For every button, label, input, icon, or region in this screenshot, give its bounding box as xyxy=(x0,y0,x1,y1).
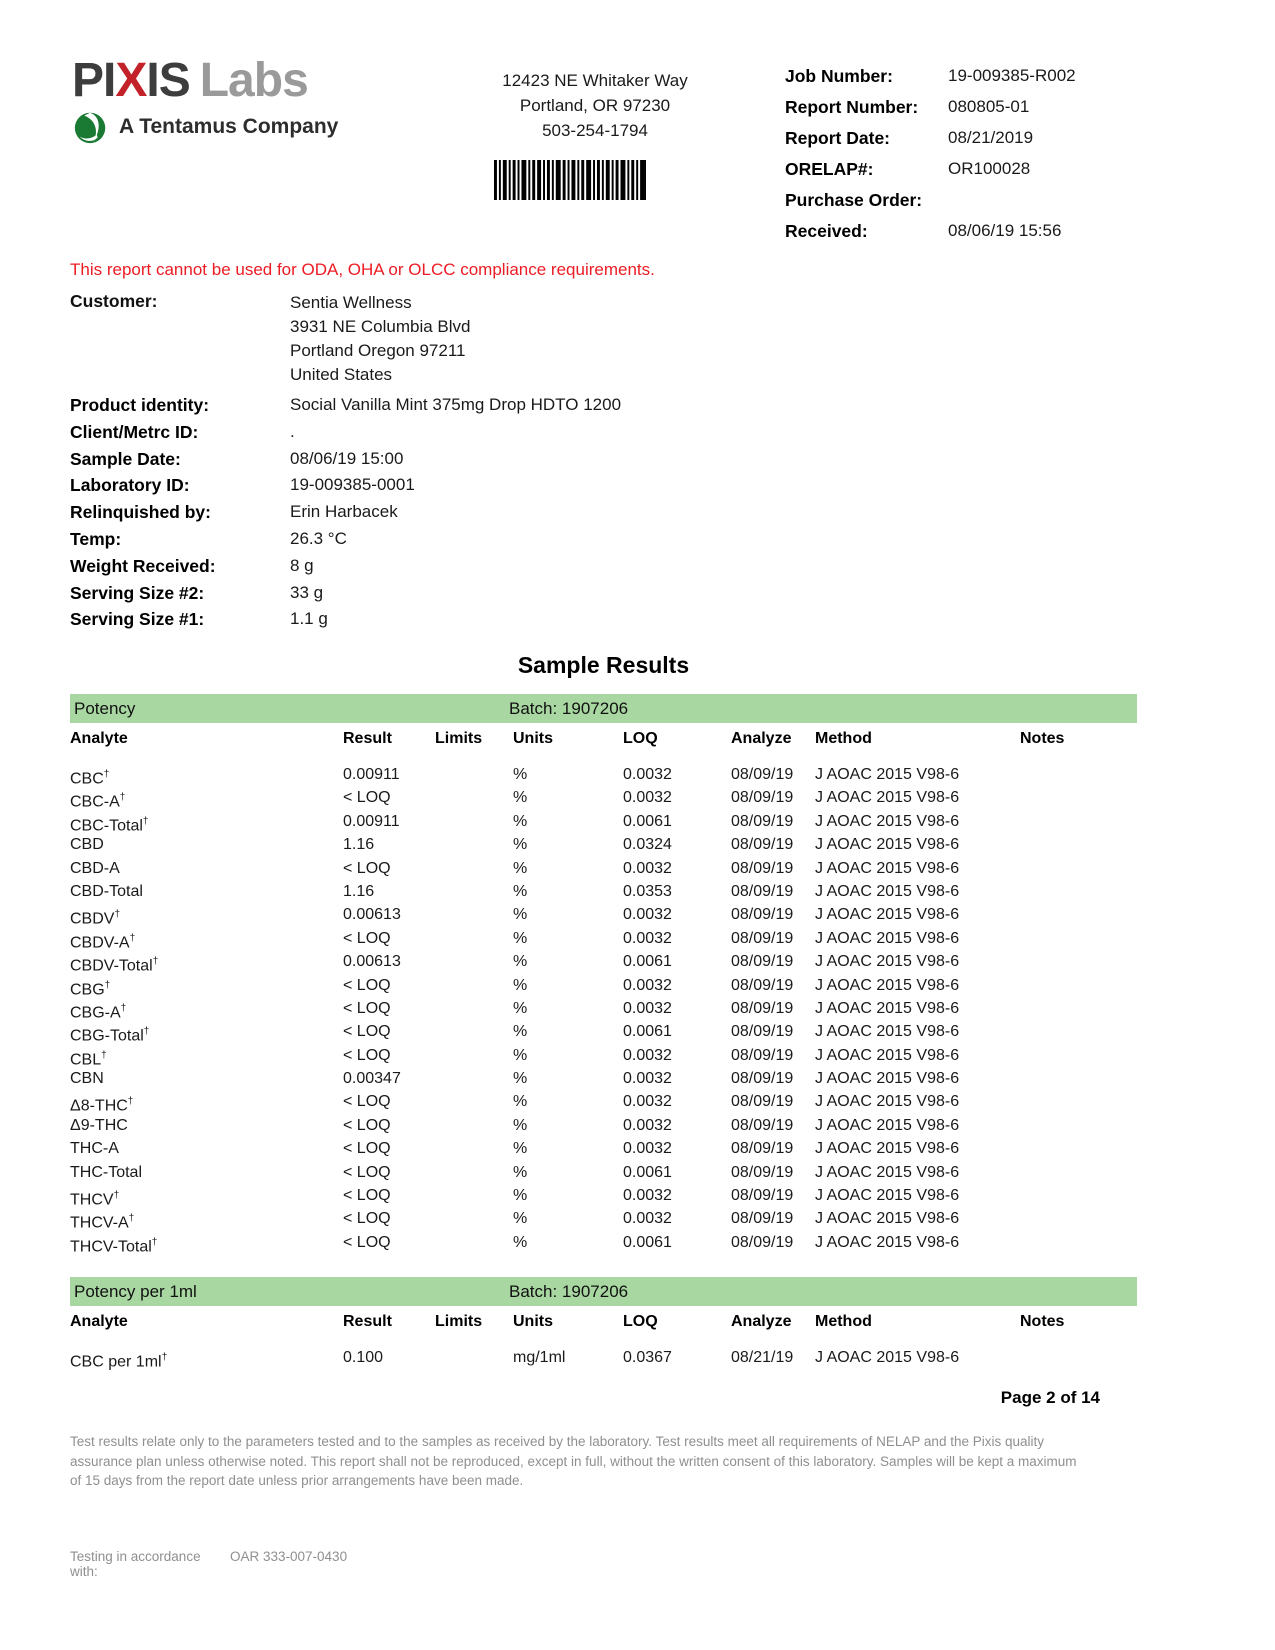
cell-units: % xyxy=(513,1023,528,1041)
cell-units: % xyxy=(513,1093,528,1111)
cell-result: < LOQ xyxy=(343,789,391,807)
cell-limits xyxy=(435,1067,513,1090)
sample-info-label: Temp: xyxy=(70,528,122,549)
sample-info-row xyxy=(70,475,830,502)
cell-method: J AOAC 2015 V98-6 xyxy=(815,1233,960,1251)
job-info-label: Job Number: xyxy=(785,66,893,86)
cell-analyte: Δ9-THC xyxy=(70,1116,128,1134)
sample-info-label: Serving Size #1: xyxy=(70,609,205,630)
cell-units: % xyxy=(513,789,528,807)
job-info-value: 08/21/2019 xyxy=(948,128,1034,147)
sample-info-row xyxy=(70,502,830,529)
cell-method: J AOAC 2015 V98-6 xyxy=(815,1093,960,1111)
cell-result: < LOQ xyxy=(343,1163,391,1181)
barcode xyxy=(494,160,646,200)
cell-analyze: 08/09/19 xyxy=(731,1140,794,1158)
cell-units: % xyxy=(513,1187,528,1205)
results-row xyxy=(70,1020,1137,1043)
section-name: Potency xyxy=(74,699,136,718)
cell-result: 0.00911 xyxy=(343,812,400,830)
cell-result: < LOQ xyxy=(343,1233,391,1251)
sample-info-row xyxy=(70,556,830,583)
cell-units: % xyxy=(513,1070,528,1088)
results-row xyxy=(70,786,1137,809)
cell-analyze: 08/09/19 xyxy=(731,1233,794,1251)
cell-units: % xyxy=(513,953,528,971)
cell-analyze: 08/09/19 xyxy=(731,789,794,807)
dagger-mark: † xyxy=(101,1049,107,1061)
cell-units: % xyxy=(513,906,528,924)
cell-method: J AOAC 2015 V98-6 xyxy=(815,1187,960,1205)
footer-disclaimer: Test results relate only to the parameters tested and to the samples as received by the laboratory. Test results meet all requirements of NELAP and the Pixis quality assurance plan unless otherwise noted. This report shall not be reproduced, except in full, without the written consent of this laboratory. Samples will be kept a maximum of 15 days from the report date unless prior arrangements have been made. xyxy=(70,1434,1077,1488)
column-header-method: Method xyxy=(815,730,872,747)
cell-analyte: THC-Total xyxy=(70,1163,143,1181)
sample-info-row xyxy=(70,529,830,556)
cell-result: 0.00613 xyxy=(343,906,401,924)
results-row xyxy=(70,1184,1137,1207)
results-rows xyxy=(70,763,1137,1254)
cell-loq: 0.0032 xyxy=(623,1070,672,1088)
results-row xyxy=(70,1114,1137,1137)
cell-method: J AOAC 2015 V98-6 xyxy=(815,953,960,971)
cell-loq: 0.0032 xyxy=(623,1210,672,1228)
results-row xyxy=(70,997,1137,1020)
cell-loq: 0.0032 xyxy=(623,999,672,1017)
results-row xyxy=(70,1161,1137,1184)
cell-analyte: CBC-Total† xyxy=(70,815,149,835)
cell-loq: 0.0032 xyxy=(623,929,672,947)
cell-loq: 0.0032 xyxy=(623,766,672,783)
cell-result: < LOQ xyxy=(343,1210,391,1228)
cell-limits xyxy=(435,1137,513,1160)
results-row xyxy=(70,810,1137,833)
sample-info-label: Product identity: xyxy=(70,395,210,415)
cell-loq: 0.0367 xyxy=(623,1349,672,1367)
cell-loq: 0.0032 xyxy=(623,1140,672,1158)
results-row xyxy=(70,1231,1137,1254)
sample-info-label: Serving Size #2: xyxy=(70,582,205,603)
column-header-analyte: Analyte xyxy=(70,730,128,747)
results-row xyxy=(70,1090,1137,1113)
cell-analyte: Δ8-THC† xyxy=(70,1096,134,1115)
job-info-label: Report Date: xyxy=(785,128,891,148)
job-info-row xyxy=(785,221,1205,252)
cell-analyze: 08/09/19 xyxy=(731,1210,794,1228)
results-row xyxy=(70,1137,1137,1160)
cell-notes xyxy=(1020,857,1137,880)
cell-analyze: 08/21/19 xyxy=(731,1349,794,1367)
cell-notes xyxy=(1020,880,1137,903)
column-header-analyze: Analyze xyxy=(731,730,792,747)
sample-info-label: Weight Received: xyxy=(70,555,216,576)
cell-units: % xyxy=(513,999,528,1017)
job-info-value: 080805-01 xyxy=(948,97,1030,116)
sample-info-row xyxy=(70,449,830,476)
sample-info-label: Relinquished by: xyxy=(70,502,211,523)
cell-analyze: 08/09/19 xyxy=(731,1116,794,1134)
cell-analyze: 08/09/19 xyxy=(731,906,794,924)
cell-analyze: 08/09/19 xyxy=(731,976,794,994)
column-header-analyte: Analyte xyxy=(70,1313,128,1331)
cell-analyze: 08/09/19 xyxy=(731,929,794,947)
cell-limits xyxy=(435,1346,513,1374)
cell-method: J AOAC 2015 V98-6 xyxy=(815,859,960,877)
cell-result: 1.16 xyxy=(343,882,375,900)
cell-method: J AOAC 2015 V98-6 xyxy=(815,882,960,900)
cell-units: mg/1ml xyxy=(513,1349,566,1367)
cell-method: J AOAC 2015 V98-6 xyxy=(815,906,960,924)
section-batch: Batch: 1907206 xyxy=(509,1282,629,1302)
cell-analyte: THCV-A† xyxy=(70,1213,135,1232)
cell-analyze: 08/09/19 xyxy=(731,1070,794,1088)
sample-info-label: Laboratory ID: xyxy=(70,475,190,496)
section-batch: Batch: 1907206 xyxy=(509,699,629,718)
results-row xyxy=(70,974,1137,997)
cell-analyze: 08/09/19 xyxy=(731,859,794,877)
results-row xyxy=(70,763,1137,786)
cell-limits xyxy=(435,1231,513,1259)
results-row xyxy=(70,1044,1137,1067)
dagger-mark: † xyxy=(128,1213,135,1225)
tentamus-leaf-icon xyxy=(72,108,110,146)
column-header-notes: Notes xyxy=(1020,1313,1065,1331)
cell-analyze: 08/09/19 xyxy=(731,882,794,900)
job-info-value: 19-009385-R002 xyxy=(948,66,1076,85)
cell-analyte: CBG† xyxy=(70,979,111,998)
job-info-value: OR100028 xyxy=(948,159,1031,178)
column-header-units: Units xyxy=(513,730,553,747)
dagger-mark: † xyxy=(119,792,126,804)
cell-loq: 0.0061 xyxy=(623,953,672,971)
cell-units: % xyxy=(513,1210,528,1228)
job-info-label: Received: xyxy=(785,221,868,241)
cell-result: < LOQ xyxy=(343,1046,391,1064)
cell-method: J AOAC 2015 V98-6 xyxy=(815,1116,960,1134)
cell-result: < LOQ xyxy=(343,1140,391,1158)
results-rows xyxy=(70,1346,1137,1369)
column-header-limits: Limits xyxy=(435,1313,483,1331)
column-header-analyze: Analyze xyxy=(731,1313,792,1331)
cell-result: < LOQ xyxy=(343,1116,391,1134)
results-row xyxy=(70,1346,1137,1369)
job-info-label: ORELAP#: xyxy=(785,159,874,179)
pixis-labs-logo xyxy=(72,56,338,146)
job-info-row xyxy=(785,159,1205,190)
column-header-units: Units xyxy=(513,1313,553,1331)
sample-info-value: 26.3 °C xyxy=(290,528,347,548)
job-info-row xyxy=(785,190,1205,221)
logo-text-labs: Labs xyxy=(199,54,308,107)
cell-loq: 0.0324 xyxy=(623,836,672,854)
page-number: Page 2 of 14 xyxy=(1000,1388,1100,1407)
customer-line: Sentia Wellness xyxy=(290,293,412,312)
customer-line: Portland Oregon 97211 xyxy=(290,341,466,360)
cell-units: % xyxy=(513,929,528,947)
results-row xyxy=(70,903,1137,926)
footer-testing xyxy=(70,1549,347,1579)
job-info-block xyxy=(785,66,1205,252)
cell-method: J AOAC 2015 V98-6 xyxy=(815,766,960,783)
cell-analyte: THC-A xyxy=(70,1140,119,1158)
dagger-mark: † xyxy=(103,769,110,780)
cell-method: J AOAC 2015 V98-6 xyxy=(815,1349,960,1367)
cell-method: J AOAC 2015 V98-6 xyxy=(815,1023,960,1041)
sample-info-value: 08/06/19 15:00 xyxy=(290,448,404,468)
column-header-notes: Notes xyxy=(1020,730,1065,747)
sample-info-value: 8 g xyxy=(290,555,314,575)
job-info-row xyxy=(785,66,1205,97)
cell-result: < LOQ xyxy=(343,976,391,994)
cell-method: J AOAC 2015 V98-6 xyxy=(815,789,960,807)
logo-wordmark xyxy=(72,56,338,106)
results-row xyxy=(70,857,1137,880)
sample-info-row xyxy=(70,395,830,422)
cell-analyte: CBDV† xyxy=(70,909,121,928)
cell-notes xyxy=(1020,1067,1137,1090)
cell-analyte: CBG-A† xyxy=(70,1002,127,1022)
cell-limits xyxy=(435,833,513,856)
dagger-mark: † xyxy=(143,1026,150,1038)
cell-loq: 0.0061 xyxy=(623,1023,672,1041)
logo-tagline: A Tentamus Company xyxy=(119,115,339,138)
logo-text-x: X xyxy=(115,54,147,107)
dagger-mark: † xyxy=(161,1352,168,1364)
cell-method: J AOAC 2015 V98-6 xyxy=(815,999,960,1017)
cell-analyte: CBDV-Total† xyxy=(70,956,159,975)
cell-units: % xyxy=(513,812,528,830)
cell-loq: 0.0032 xyxy=(623,789,672,807)
testing-value: OAR 333-007-0430 xyxy=(230,1549,348,1564)
sample-info-value: 19-009385-0001 xyxy=(290,475,415,495)
cell-limits xyxy=(435,1114,513,1137)
sample-info-value: 1.1 g xyxy=(290,609,328,629)
cell-analyze: 08/09/19 xyxy=(731,812,794,830)
compliance-notice: This report cannot be used for ODA, OHA or OLCC compliance requirements. xyxy=(70,260,655,279)
cell-units: % xyxy=(513,836,528,854)
column-header-limits: Limits xyxy=(435,730,483,747)
cell-units: % xyxy=(513,976,528,994)
logo-text-is: IS xyxy=(146,54,190,107)
cell-result: < LOQ xyxy=(343,1187,391,1205)
sample-info-row xyxy=(70,583,830,610)
sample-info-value: Erin Harbacek xyxy=(290,502,398,522)
cell-limits xyxy=(435,1161,513,1184)
cell-result: < LOQ xyxy=(343,859,391,877)
cell-result: < LOQ xyxy=(343,1023,391,1041)
sample-results xyxy=(70,694,1137,1393)
sample-info-label: Sample Date: xyxy=(70,448,181,469)
cell-analyte: CBDV-A† xyxy=(70,932,136,952)
cell-notes xyxy=(1020,1137,1137,1160)
column-header-loq: LOQ xyxy=(623,1313,658,1331)
sample-info-row xyxy=(70,609,830,636)
cell-result: < LOQ xyxy=(343,1093,391,1111)
cell-method: J AOAC 2015 V98-6 xyxy=(815,1046,960,1064)
cell-analyte: THCV-Total† xyxy=(70,1236,158,1256)
job-info-label: Report Number: xyxy=(785,97,919,117)
cell-analyte: THCV† xyxy=(70,1190,120,1209)
cell-result: 0.100 xyxy=(343,1349,384,1367)
sample-info-value: Social Vanilla Mint 375mg Drop HDTO 1200 xyxy=(290,395,622,414)
cell-result: 1.16 xyxy=(343,836,375,854)
cell-result: 0.00911 xyxy=(343,766,400,783)
results-column-headers xyxy=(70,1311,1137,1333)
dagger-mark: † xyxy=(104,979,111,991)
cell-analyze: 08/09/19 xyxy=(731,1023,794,1041)
sample-info-block xyxy=(70,395,830,636)
logo-text-pi: PI xyxy=(72,54,116,107)
cell-analyze: 08/09/19 xyxy=(731,999,794,1017)
customer-address-block xyxy=(290,291,470,387)
cell-units: % xyxy=(513,766,528,783)
job-info-label: Purchase Order: xyxy=(785,190,923,210)
cell-analyte: CBD xyxy=(70,836,104,854)
cell-units: % xyxy=(513,1046,528,1064)
cell-method: J AOAC 2015 V98-6 xyxy=(815,1140,960,1158)
lab-address-line1: 12423 NE Whitaker Way xyxy=(502,71,688,90)
sample-info-value: 33 g xyxy=(290,582,324,602)
cell-units: % xyxy=(513,1163,528,1181)
cell-method: J AOAC 2015 V98-6 xyxy=(815,1070,960,1088)
cell-analyte: CBC† xyxy=(70,769,110,788)
cell-method: J AOAC 2015 V98-6 xyxy=(815,836,960,854)
cell-notes xyxy=(1020,1346,1137,1374)
cell-analyte: CBC per 1ml† xyxy=(70,1352,168,1371)
cell-loq: 0.0353 xyxy=(623,882,672,900)
cell-analyte: CBC-A† xyxy=(70,792,126,811)
dagger-mark: † xyxy=(151,1236,158,1248)
cell-analyze: 08/09/19 xyxy=(731,1187,794,1205)
results-row xyxy=(70,833,1137,856)
cell-units: % xyxy=(513,1116,528,1134)
cell-notes xyxy=(1020,1231,1137,1259)
cell-method: J AOAC 2015 V98-6 xyxy=(815,812,960,830)
cell-limits xyxy=(435,880,513,903)
cell-analyze: 08/09/19 xyxy=(731,953,794,971)
customer-line: 3931 NE Columbia Blvd xyxy=(290,317,471,336)
cell-result: < LOQ xyxy=(343,999,391,1017)
column-header-result: Result xyxy=(343,1313,392,1331)
dagger-mark: † xyxy=(114,909,121,921)
lab-phone: 503-254-1794 xyxy=(542,121,648,140)
dagger-mark: † xyxy=(113,1190,120,1202)
cell-notes xyxy=(1020,833,1137,856)
customer-line: United States xyxy=(290,365,393,384)
cell-loq: 0.0061 xyxy=(623,812,672,830)
dagger-mark: † xyxy=(142,815,149,827)
cell-analyze: 08/09/19 xyxy=(731,766,794,783)
cell-loq: 0.0032 xyxy=(623,1046,672,1064)
section-name: Potency per 1ml xyxy=(74,1282,197,1302)
cell-units: % xyxy=(513,882,528,900)
cell-method: J AOAC 2015 V98-6 xyxy=(815,1210,960,1228)
cell-loq: 0.0032 xyxy=(623,1093,672,1111)
cell-method: J AOAC 2015 V98-6 xyxy=(815,1163,960,1181)
cell-units: % xyxy=(513,1140,528,1158)
cell-notes xyxy=(1020,1114,1137,1137)
cell-loq: 0.0032 xyxy=(623,906,672,924)
results-row xyxy=(70,1207,1137,1230)
cell-result: 0.00613 xyxy=(343,953,401,971)
cell-analyte: CBD-A xyxy=(70,859,120,877)
cell-loq: 0.0061 xyxy=(623,1163,672,1181)
cell-loq: 0.0032 xyxy=(623,859,672,877)
cell-analyte: CBD-Total xyxy=(70,882,143,900)
results-title: Sample Results xyxy=(517,652,690,678)
section-header-bar xyxy=(70,1277,1137,1306)
results-row xyxy=(70,880,1137,903)
lab-address xyxy=(450,68,740,143)
customer-label: Customer: xyxy=(70,291,158,311)
job-info-value: 08/06/19 15:56 xyxy=(948,221,1062,240)
section-header-bar xyxy=(70,694,1137,723)
column-header-method: Method xyxy=(815,1313,872,1331)
sample-info-label: Client/Metrc ID: xyxy=(70,421,199,442)
cell-units: % xyxy=(513,1233,528,1251)
cell-result: 0.00347 xyxy=(343,1070,401,1088)
cell-notes xyxy=(1020,1161,1137,1184)
dagger-mark: † xyxy=(120,1002,127,1014)
dagger-mark: † xyxy=(152,956,159,968)
cell-method: J AOAC 2015 V98-6 xyxy=(815,976,960,994)
column-header-loq: LOQ xyxy=(623,730,658,747)
dagger-mark: † xyxy=(127,1096,134,1108)
cell-analyte: CBL† xyxy=(70,1049,107,1069)
cell-loq: 0.0032 xyxy=(623,1187,672,1205)
testing-label: Testing in accordance with: xyxy=(70,1549,201,1579)
sample-info-row xyxy=(70,422,830,449)
results-row xyxy=(70,1067,1137,1090)
sample-info-value: . xyxy=(290,421,295,441)
cell-analyte: CBG-Total† xyxy=(70,1026,150,1045)
dagger-mark: † xyxy=(129,932,136,944)
lab-address-line2: Portland, OR 97230 xyxy=(519,96,671,115)
cell-limits xyxy=(435,857,513,880)
results-row xyxy=(70,950,1137,973)
cell-method: J AOAC 2015 V98-6 xyxy=(815,929,960,947)
column-header-result: Result xyxy=(343,730,392,747)
cell-analyze: 08/09/19 xyxy=(731,1046,794,1064)
cell-loq: 0.0061 xyxy=(623,1233,672,1251)
job-info-row xyxy=(785,128,1205,159)
cell-result: < LOQ xyxy=(343,929,391,947)
cell-analyte: CBN xyxy=(70,1070,104,1088)
cell-loq: 0.0032 xyxy=(623,976,672,994)
cell-analyze: 08/09/19 xyxy=(731,1163,794,1181)
results-column-headers xyxy=(70,728,1137,750)
results-row xyxy=(70,927,1137,950)
cell-units: % xyxy=(513,859,528,877)
cell-analyze: 08/09/19 xyxy=(731,836,794,854)
job-info-row xyxy=(785,97,1205,128)
cell-loq: 0.0032 xyxy=(623,1116,672,1134)
cell-analyze: 08/09/19 xyxy=(731,1093,794,1111)
